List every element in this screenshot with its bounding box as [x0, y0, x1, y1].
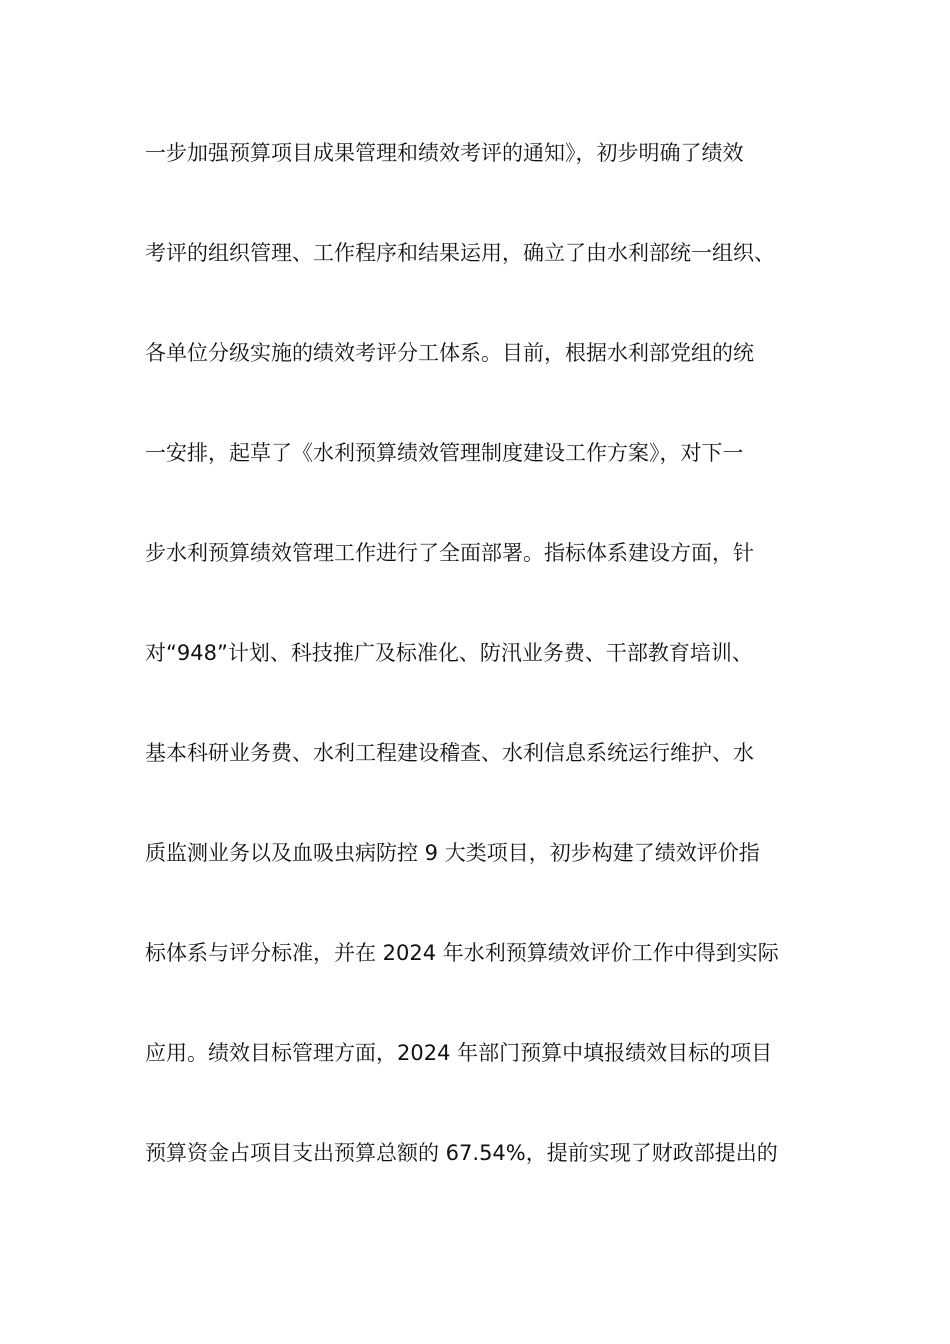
text-line: 一安排，起草了《水利预算绩效管理制度建设工作方案》，对下一: [145, 441, 744, 465]
text-line: 基本科研业务费、水利工程建设稽查、水利信息系统运行维护、水: [145, 741, 754, 765]
text-line: 步水利预算绩效管理工作进行了全面部署。指标体系建设方面，针: [145, 541, 754, 565]
text-line: 对“948”计划、科技推广及标准化、防汛业务费、干部教育培训、: [145, 641, 753, 665]
text-line: 各单位分级实施的绩效考评分工体系。目前，根据水利部党组的统: [145, 341, 754, 365]
text-line: 标体系与评分标准，并在 2024 年水利预算绩效评价工作中得到实际: [145, 941, 779, 965]
text-line: 一步加强预算项目成果管理和绩效考评的通知》，初步明确了绩效: [145, 141, 744, 165]
text-line: 质监测业务以及血吸虫病防控 9 大类项目，初步构建了绩效评价指: [145, 841, 760, 865]
body-paragraph: [145, 128, 845, 1228]
text-line: 预算资金占项目支出预算总额的 67.54%，提前实现了财政部提出的: [145, 1141, 778, 1165]
text-line: 考评的组织管理、工作程序和结果运用，确立了由水利部统一组织、: [145, 241, 775, 265]
text-line: 应用。绩效目标管理方面，2024 年部门预算中填报绩效目标的项目: [145, 1041, 773, 1065]
